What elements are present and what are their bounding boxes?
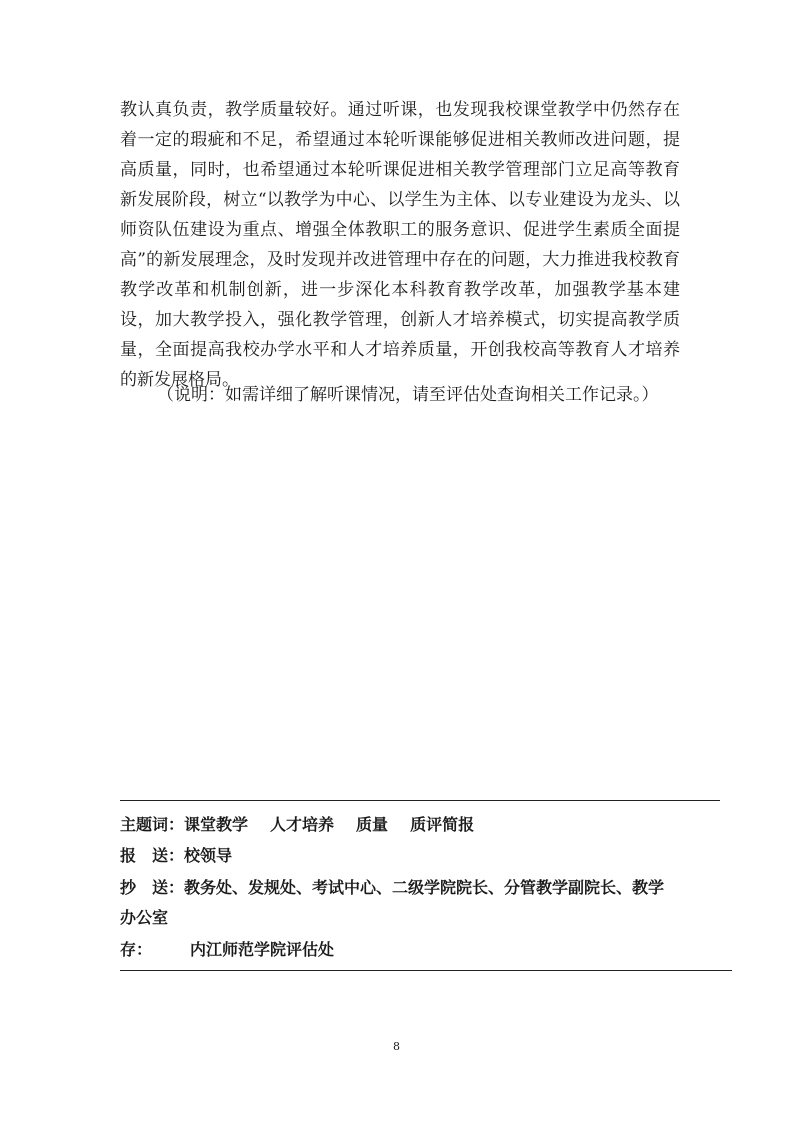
send-value: 校领导 xyxy=(184,846,233,865)
page-number: 8 xyxy=(393,1040,400,1053)
body-paragraph: 教认真负责，教学质量较好。通过听课，也发现我校课堂教学中仍然存在着一定的瑕疵和不足，希望通过本轮听课能够促进相关教师改进问题，提高质量，同时，也希望通过本轮听课促进相关教学管理部门立足高等教育新发展阶段，树立“以教学为中心、以学生为主体、以专业建设为龙头、以师资队伍建设为重点、增强全体教职工的服务意识、促进学生素质全面提高”的新发展理念，及时发现并改进管理中存在的问题，大力推进我校教育教学改革和机制创新，进一步深化本科教育教学改革，加强教学基本建设，加大教学投入，强化教学管理，创新人才培养模式，切实提高教学质量，全面提高我校办学水平和人才培养质量，开创我校高等教育人才培养的新发展格局。 xyxy=(120,100,680,390)
keywords-row xyxy=(120,815,474,835)
cc-label: 抄 送： xyxy=(120,878,185,897)
footer-top-rule xyxy=(120,800,720,801)
cc-value-line2: 办公室 xyxy=(120,908,169,927)
keyword: 课堂教学 xyxy=(184,815,249,834)
archive-value: 内江师范学院评估处 xyxy=(190,940,335,959)
cc-row xyxy=(120,878,664,898)
archive-row xyxy=(120,940,334,960)
keyword: 人才培养 xyxy=(270,815,335,834)
send-label: 报 送： xyxy=(120,846,185,865)
cc-value-line1: 教务处、发规处、考试中心、二级学院院长、分管教学副院长、教学 xyxy=(184,878,665,897)
archive-label: 存： xyxy=(120,940,153,959)
keyword: 质量 xyxy=(356,815,389,834)
footer-bottom-rule xyxy=(120,970,732,971)
keywords-label: 主题词： xyxy=(120,815,185,834)
note-paragraph: （说明：如需详细了解听课情况，请至评估处查询相关工作记录。） xyxy=(157,385,659,405)
send-row xyxy=(120,846,232,866)
keyword: 质评简报 xyxy=(410,815,475,834)
cc-row-continued xyxy=(120,908,168,928)
